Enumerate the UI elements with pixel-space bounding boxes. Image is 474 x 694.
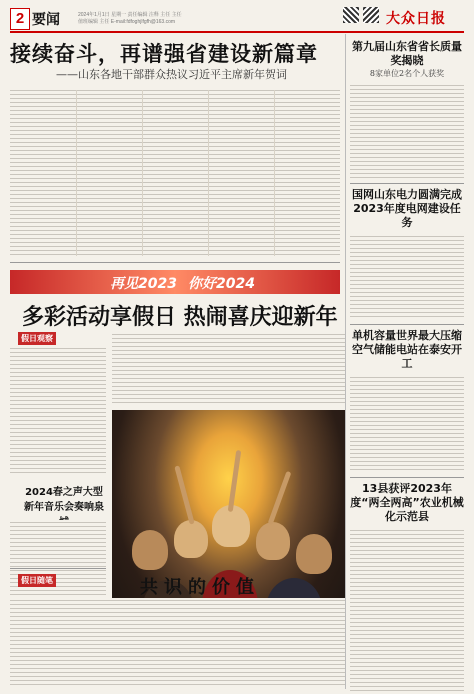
feature-banner <box>10 270 340 294</box>
masthead-meta <box>78 12 248 26</box>
section-divider <box>10 262 340 263</box>
banner-text-right: 你好2024 <box>188 276 255 292</box>
lead-subheadline: ——山东各地干部群众热议习近平主席新年贺词 <box>56 68 287 81</box>
banner-text-left: 再见2023 <box>110 276 177 292</box>
feature-body-text <box>10 346 106 476</box>
concert-headline: 2024春之声大型新年音乐会奏响泉 <box>24 487 104 513</box>
column-divider <box>208 90 209 256</box>
column-title: 共识的价值 <box>140 577 260 598</box>
sidebar-story-2-title: 国网山东电力圆满完成2023年度电网建设任务 <box>352 188 462 229</box>
section-divider <box>10 568 106 569</box>
column-divider <box>76 90 77 256</box>
section-divider <box>350 183 464 184</box>
paper-logo: 大众日报 <box>386 11 446 27</box>
sidebar-story-3-title: 单机容量世界最大压缩空气储能电站在泰安开工 <box>352 329 462 370</box>
page-number: 2 <box>10 8 30 30</box>
sidebar-story-2-body <box>350 234 464 320</box>
meta-line-1: 2024年1月1日 星期一 责任编辑 注释 主任 主任 <box>78 12 182 18</box>
sidebar-story-4-title: 13县获评2023年度“两全两高”农业机械化示范县 <box>350 482 464 523</box>
sidebar-story-4-body <box>350 528 464 694</box>
column-divider <box>142 90 143 256</box>
section-name: 要闻 <box>32 12 60 28</box>
sidebar-story-1-sub: 8家单位2名个人获奖 <box>369 69 445 78</box>
column-body-text <box>10 598 345 688</box>
feature-headline: 多彩活动享假日 热闹喜庆迎新年 <box>22 305 338 330</box>
meta-line-2: 值班编辑 主任 E-mail:fdfoghjlfgfh@163.com <box>78 19 176 25</box>
lead-headline: 接续奋斗，再谱强省建设新篇章 <box>10 42 318 66</box>
sidebar-story-3-body <box>350 375 464 473</box>
column-tag: 假日随笔 <box>18 574 56 587</box>
sidebar-story-1-body <box>350 83 464 179</box>
section-divider <box>350 324 464 325</box>
sidebar <box>350 34 464 694</box>
sidebar-divider <box>345 34 346 689</box>
qr-code-icon <box>343 7 359 23</box>
column-divider <box>274 90 275 256</box>
sidebar-story-1-title: 第九届山东省省长质量奖揭晓 <box>352 40 462 67</box>
qr-code-icon <box>363 7 379 23</box>
header-rule <box>10 31 464 33</box>
feature-body-text <box>112 332 345 406</box>
lead-body-text <box>10 88 340 258</box>
section-tag: 假日观察 <box>18 332 56 345</box>
section-divider <box>350 477 464 478</box>
